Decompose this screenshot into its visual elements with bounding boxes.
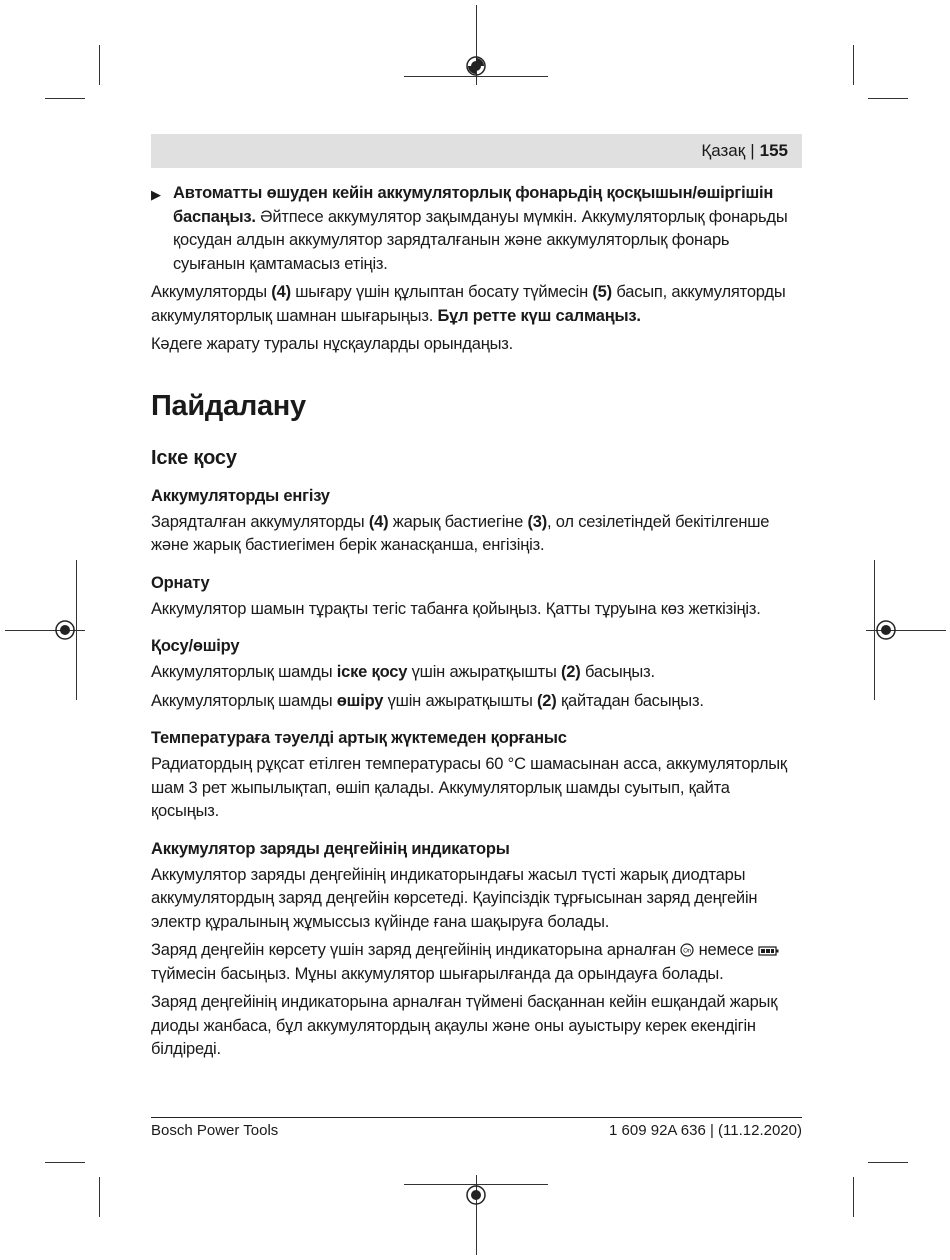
warning-emphasis: Бұл ретте күш салмаңыз. — [437, 306, 641, 325]
section-title: Пайдалану — [151, 389, 306, 422]
registration-mark-icon — [465, 1184, 487, 1206]
text-run: басып, аккумуляторды аккумуляторлық шамнан шығарыңыз. — [151, 283, 786, 325]
on-button-icon — [680, 943, 694, 957]
paragraph-switch-off — [151, 690, 802, 714]
text-run: жарық бастиегіне — [388, 512, 528, 531]
paragraph-install: Аккумулятор шамын тұрақты тегіс табанға қойыңыз. Қатты тұруына көз жеткізіңіз. — [151, 599, 761, 618]
paragraph-temperature: Радиатордың рұқсат етілген температурасы 60 °C шамасынан асса, аккумуляторлық шам 3 рет жыпылықтап, өшіп қалады. Аккумуляторлық шамды суытып, қайта қосыңыз. — [151, 755, 787, 820]
text-run: Заряд деңгейін көрсету үшін заряд деңгейінің индикаторына арналған — [151, 941, 681, 959]
crop-mark — [853, 45, 854, 85]
ref-number: (4) — [368, 512, 389, 531]
heading-temperature: Температураға тәуелді артық жүктемеден қорғаныс — [151, 729, 567, 747]
svg-text:On: On — [683, 948, 692, 955]
paragraph-charge-3: Заряд деңгейінің индикаторына арналған түймені басқаннан кейін ешқандай жарық диоды жанбаса, бұл аккумулятордың ақаулы және оны ауыстыру керек екендігін білдіреді. — [151, 993, 778, 1058]
registration-mark-icon — [875, 619, 897, 641]
warning-body: Әйтпесе аккумулятор зақымдануы мүмкін. Аккумуляторлық фонарьды қосудан алдын аккумулятор зарядталғанын және аккумуляторлық фонарь суығанын қамтамасыз етіңіз. — [173, 207, 788, 273]
text-run: түймесін басыңыз. Мұны аккумулятор шығарылғанда да орындауға болады. — [151, 964, 724, 983]
page-footer — [151, 1117, 802, 1141]
crop-mark — [99, 1177, 100, 1217]
heading-install: Орнату — [151, 573, 210, 592]
text-run: үшін ажыратқышты — [407, 663, 561, 681]
heading-insert-battery: Аккумуляторды енгізу — [151, 486, 330, 505]
emphasis: өшіру — [336, 691, 384, 710]
text-run: үшін ажыратқышты — [383, 691, 538, 710]
paragraph-remove-battery — [151, 281, 802, 328]
text-run: Аккумуляторлық шамды — [151, 691, 337, 710]
crop-mark — [868, 1162, 908, 1163]
paragraph-switch-on — [151, 661, 802, 685]
paragraph-insert-battery — [151, 511, 802, 558]
crop-mark — [868, 98, 908, 99]
heading-switch: Қосу/өшіру — [151, 637, 240, 655]
crop-mark — [45, 1162, 85, 1163]
text-run: қайтадан басыңыз. — [556, 691, 704, 710]
subsection-title: Іске қосу — [151, 446, 237, 469]
registration-mark-icon — [54, 619, 76, 641]
ref-number: (4) — [271, 283, 291, 301]
ref-number: (2) — [561, 663, 581, 681]
text-run: басыңыз. — [580, 663, 655, 681]
footer-brand: Bosch Power Tools — [151, 1122, 279, 1139]
crop-mark — [45, 98, 85, 99]
page-content — [151, 182, 802, 1067]
paragraph-charge-1: Аккумулятор заряды деңгейінің индикаторындағы жасыл түсті жарық диодтары аккумулятордың заряд деңгейін көрсетеді. Қауіпсіздік тұрғысынан заряд деңгейін электр құралының жұмыссыз күйінде ғана шақыруға болады. — [151, 865, 758, 931]
text-run: , ол сезілетіндей бекітілгенше және жарық бастиегімен берік жанасқанша, енгізіңіз. — [151, 512, 770, 554]
header-language: Қазақ — [701, 141, 746, 160]
crop-mark — [853, 1177, 854, 1217]
crop-mark — [76, 560, 77, 700]
paragraph-charge-2 — [151, 939, 802, 986]
text-run: немесе — [694, 941, 759, 959]
header-separator: | — [750, 141, 755, 160]
text-run: Аккумуляторды — [151, 283, 272, 301]
crop-mark — [99, 45, 100, 85]
warning-bold: Автоматты өшуден кейін аккумуляторлық фонарьдің қосқышын/өшіргішін баспаңыз. — [173, 184, 774, 226]
text-run: Зарядталған аккумуляторды — [151, 512, 369, 531]
emphasis: іске қосу — [336, 663, 408, 681]
text-run: шығару үшін құлыптан босату түймесін — [290, 283, 593, 301]
battery-icon — [758, 945, 780, 957]
footer-doc-number: 1 609 92A 636 | (11.12.2020) — [609, 1122, 802, 1139]
text-run: Аккумуляторлық шамды — [151, 663, 337, 681]
ref-number: (3) — [527, 512, 548, 531]
paragraph-disposal: Кәдеге жарату туралы нұсқауларды орындаңыз. — [151, 335, 514, 353]
page-header — [151, 134, 802, 168]
warning-bullet — [151, 182, 802, 276]
ref-number: (5) — [592, 283, 612, 301]
ref-number: (2) — [537, 691, 557, 710]
registration-mark-icon — [465, 55, 487, 77]
bullet-arrow-icon: ▶ — [151, 187, 161, 202]
page-number: 155 — [759, 141, 788, 160]
heading-charge-indicator: Аккумулятор заряды деңгейінің индикаторы — [151, 839, 510, 858]
warning-text — [173, 182, 802, 276]
